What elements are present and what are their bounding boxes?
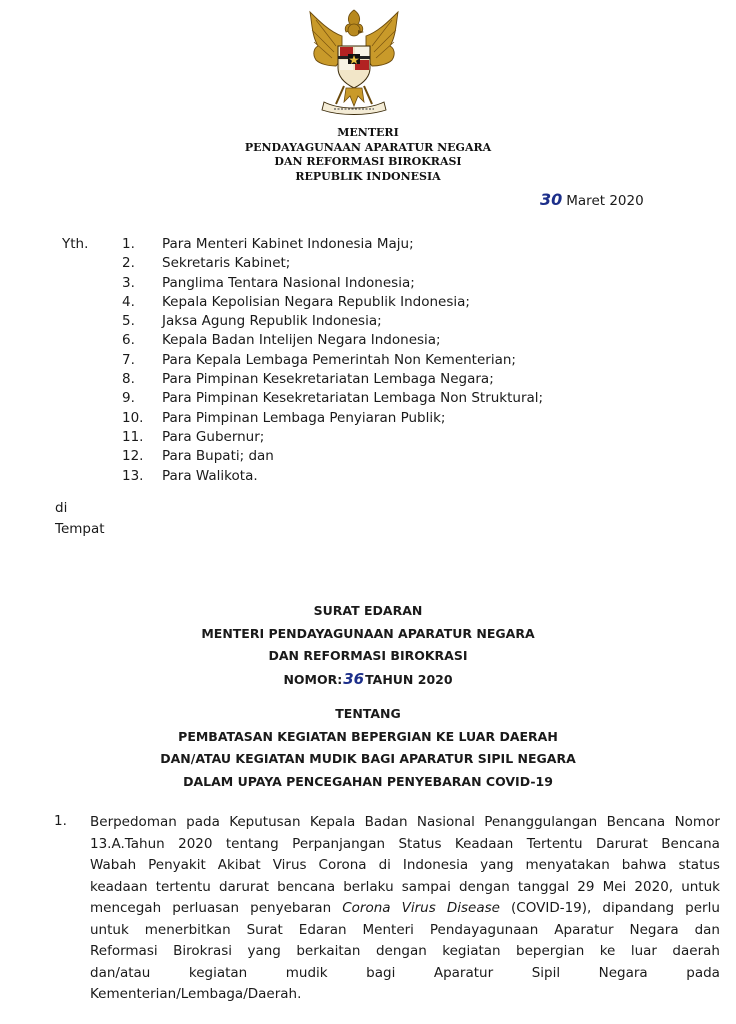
ministry-header — [0, 126, 736, 184]
handwritten-day: 30 — [540, 190, 563, 209]
garuda-emblem-icon — [300, 6, 408, 118]
header-line: DAN REFORMASI BIROKRASI — [274, 155, 462, 168]
recipient-text: Para Kepala Lembaga Pemerintah Non Kementerian; — [162, 351, 516, 368]
circular-number — [0, 668, 736, 692]
recipient-number: 4. — [122, 293, 135, 310]
paragraph-line: untuk menerbitkan Surat Edaran Menteri Pendayagunaan Aparatur Negara dan — [90, 921, 720, 938]
recipient-text: Para Pimpinan Kesekretariatan Lembaga Negara; — [162, 371, 494, 388]
recipient-item — [122, 293, 543, 312]
letter-date — [540, 190, 644, 209]
recipient-number: 10. — [122, 409, 144, 426]
subject-line: TENTANG — [335, 706, 401, 721]
recipient-item — [122, 409, 543, 428]
recipient-number: 1. — [122, 236, 135, 252]
recipient-number: 7. — [122, 351, 135, 368]
recipient-text: Para Walikota. — [162, 467, 258, 484]
location-prefix: di — [55, 500, 68, 516]
recipient-text: Kepala Badan Intelijen Negara Indonesia; — [162, 332, 441, 349]
title-line: SURAT EDARAN — [313, 603, 423, 618]
recipient-item — [122, 254, 543, 273]
recipient-text: Kepala Kepolisian Negara Republik Indonesia; — [162, 293, 470, 310]
circular-title — [0, 600, 736, 691]
recipient-number: 3. — [122, 274, 135, 291]
header-line: MENTERI — [337, 126, 399, 139]
recipient-item — [122, 351, 543, 370]
recipient-text: Para Pimpinan Lembaga Penyiaran Publik; — [162, 409, 446, 426]
recipient-text: Sekretaris Kabinet; — [162, 255, 291, 272]
recipient-item — [122, 331, 543, 350]
paragraph-number: 1. — [54, 813, 67, 829]
paragraph-line: Wabah Penyakit Akibat Virus Corona di Indonesia yang menyatakan bahwa status — [90, 857, 720, 873]
header-line: PENDAYAGUNAAN APARATUR NEGARA — [244, 140, 492, 154]
paragraph-line: dan/atau kegiatan mudik bagi Aparatur Sipil Negara pada — [90, 964, 720, 981]
header-line: REPUBLIK INDONESIA — [295, 169, 441, 183]
recipient-item — [122, 235, 543, 254]
body-paragraph — [90, 812, 720, 1006]
paragraph-line: mencegah perluasan penyebaran Corona Virus Disease (COVID-19), dipandang perlu — [90, 900, 720, 916]
salutation-label: Yth. — [62, 236, 89, 252]
handwritten-number: 36 — [343, 669, 365, 688]
recipient-number: 12. — [122, 448, 144, 465]
recipient-text: Para Gubernur; — [162, 428, 265, 445]
paragraph-line: Berpedoman pada Keputusan Kepala Badan Nasional Penanggulangan Bencana Nomor — [90, 814, 720, 830]
recipient-text: Panglima Tentara Nasional Indonesia; — [162, 274, 415, 291]
nomor-year: TAHUN 2020 — [365, 671, 453, 687]
recipient-item — [122, 467, 543, 486]
recipient-text: Jaksa Agung Republik Indonesia; — [162, 313, 382, 330]
recipient-number: 2. — [122, 255, 135, 272]
recipient-text: Para Bupati; dan — [162, 448, 274, 465]
recipient-number: 11. — [122, 428, 144, 445]
circular-subject — [0, 703, 736, 793]
recipient-text: Para Menteri Kabinet Indonesia Maju; — [162, 236, 414, 252]
recipient-item — [122, 428, 543, 447]
paragraph-line: Reformasi Birokrasi yang berkaitan dengan kegiatan bepergian ke luar daerah — [90, 943, 720, 959]
subject-line: PEMBATASAN KEGIATAN BEPERGIAN KE LUAR DAERAH — [178, 728, 558, 744]
recipient-number: 9. — [122, 390, 135, 407]
recipient-list — [122, 235, 543, 486]
nomor-label: NOMOR: — [283, 671, 343, 687]
paragraph-line: keadaan tertentu darurat bencana berlaku sampai dengan tanggal 29 Mei 2020, untuk — [90, 878, 720, 895]
title-line: DAN REFORMASI BIROKRASI — [268, 648, 468, 663]
recipient-number: 8. — [122, 371, 135, 388]
recipient-item — [122, 447, 543, 466]
recipient-item — [122, 274, 543, 293]
recipient-item — [122, 312, 543, 331]
subject-line: DAN/ATAU KEGIATAN MUDIK BAGI APARATUR SIPIL NEGARA — [160, 751, 576, 766]
subject-line: DALAM UPAYA PENCEGAHAN PENYEBARAN COVID-19 — [183, 773, 553, 789]
paragraph-line: 13.A.Tahun 2020 tentang Perpanjangan Status Keadaan Tertentu Darurat Bencana — [90, 835, 720, 852]
recipient-number: 6. — [122, 332, 135, 349]
paragraph-line: Kementerian/Lembaga/Daerah. — [90, 986, 302, 1002]
date-month-year: Maret 2020 — [566, 193, 644, 209]
location-label: Tempat — [55, 521, 105, 537]
recipient-number: 13. — [122, 467, 144, 484]
recipient-item — [122, 370, 543, 389]
recipient-item — [122, 389, 543, 408]
recipient-number: 5. — [122, 313, 135, 330]
recipient-text: Para Pimpinan Kesekretariatan Lembaga Non Struktural; — [162, 390, 544, 407]
title-line: MENTERI PENDAYAGUNAAN APARATUR NEGARA — [201, 625, 535, 641]
